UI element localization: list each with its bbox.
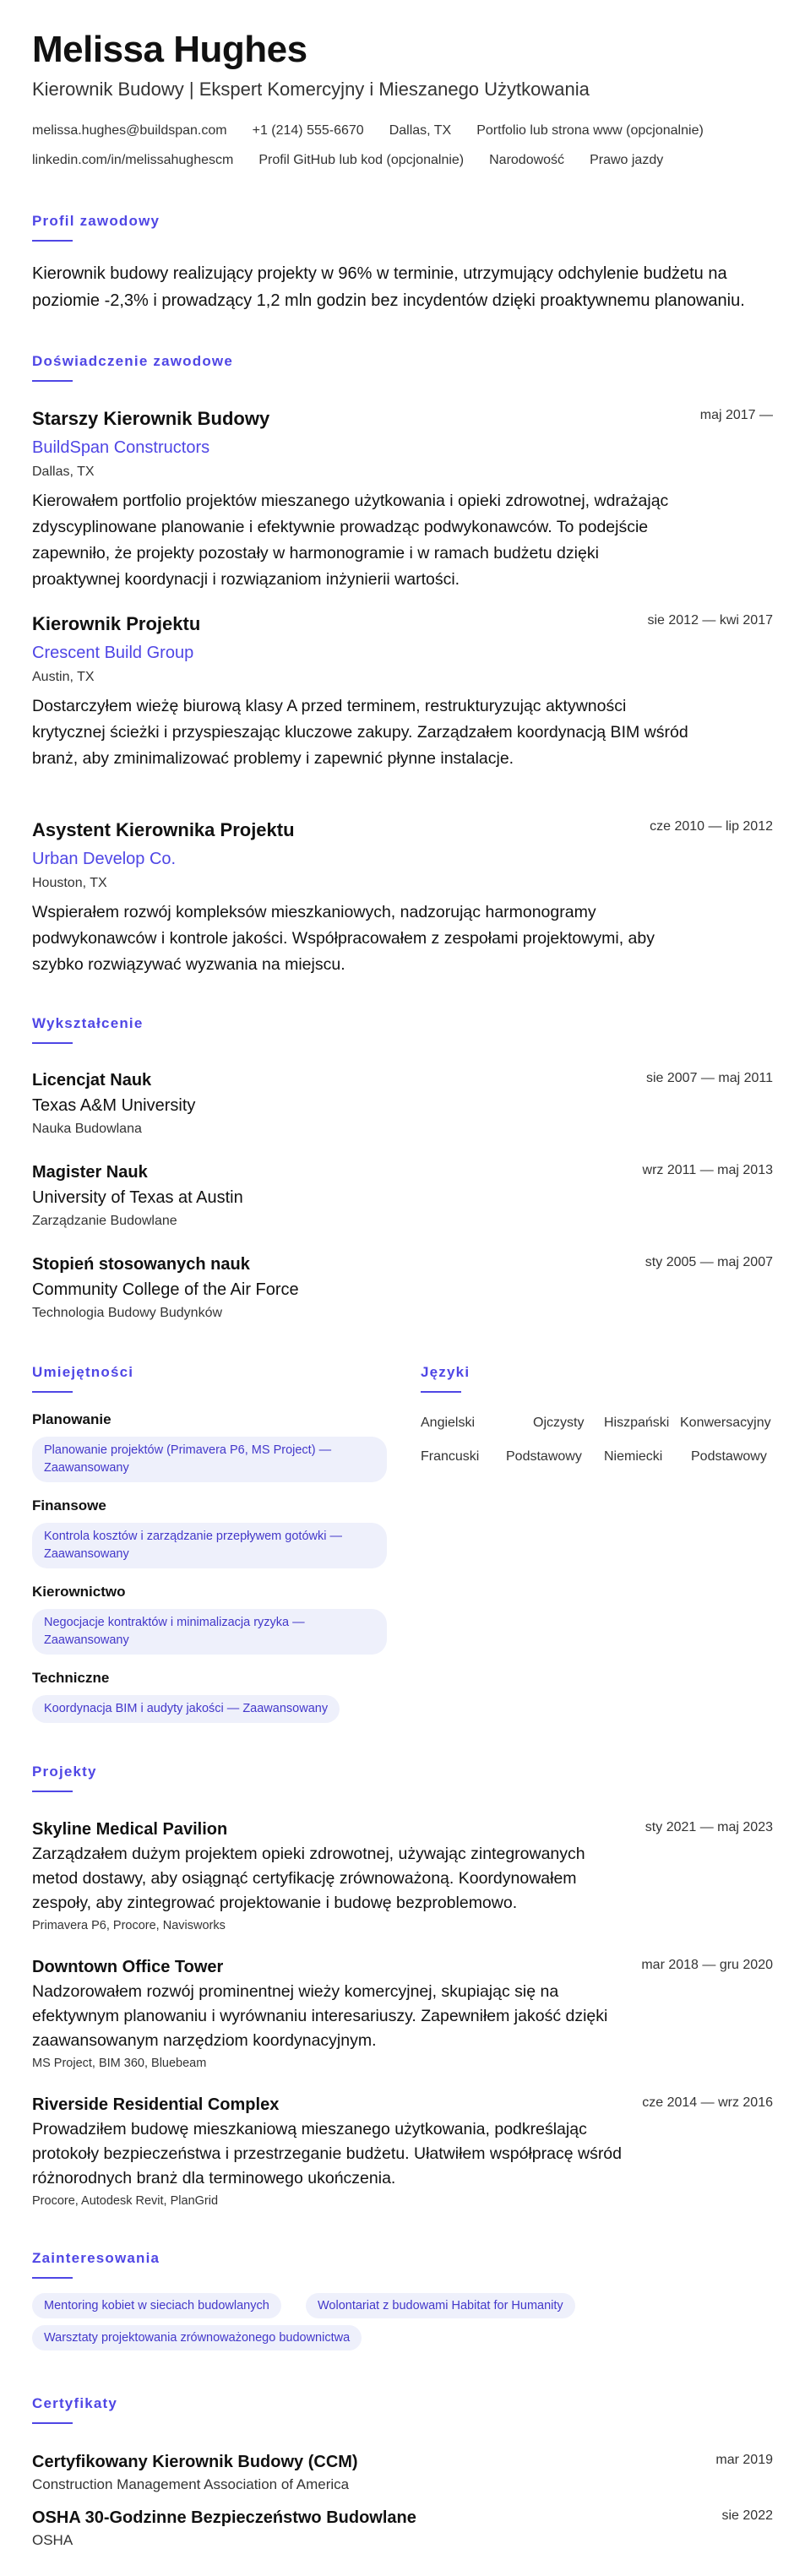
contact-phone[interactable]: +1 (214) 555-6670 — [252, 123, 364, 138]
job-location: Houston, TX — [32, 876, 107, 890]
section-title-projects: Projekty — [32, 1764, 97, 1780]
certificate-entry — [32, 2508, 773, 2549]
profile-summary: Kierownik budowy realizujący projekty w 96% w terminie, utrzymujący odchylenie budżetu na poziomie -2,3% i prowadzący 1,2 mln godzin bez incydentów dzięki proaktywnemu planowaniu. — [32, 264, 745, 310]
education-dates: wrz 2011 — maj 2013 — [642, 1163, 773, 1177]
candidate-name: Melissa Hughes — [32, 29, 307, 70]
section-divider — [421, 1391, 461, 1393]
section-title-certificates: Certyfikaty — [32, 2395, 118, 2411]
job-dates: maj 2017 — — [699, 408, 773, 422]
education-field: Nauka Budowlana — [32, 1122, 142, 1136]
section-title-interests: Zainteresowania — [32, 2250, 160, 2266]
contact-driving-license: Prawo jazdy — [590, 153, 664, 167]
language-level: Podstawowy — [506, 1449, 582, 1464]
language-level: Ojczysty — [533, 1416, 585, 1430]
contact-row-1 — [32, 123, 729, 139]
contact-nationality: Narodowość — [489, 153, 565, 167]
certificate-name: OSHA 30-Godzinne Bezpieczeństwo Budowlane — [32, 2508, 416, 2527]
job-dates: sie 2012 — kwi 2017 — [647, 613, 773, 628]
education-degree: Magister Nauk — [32, 1163, 148, 1182]
section-divider — [32, 240, 73, 242]
section-title-education: Wykształcenie — [32, 1015, 144, 1031]
project-name: Skyline Medical Pavilion — [32, 1820, 228, 1839]
certificate-entry — [32, 2453, 773, 2493]
job-description: Dostarczyłem wieżę biurową klasy A przed terminem, restrukturyzując aktywności krytycznej ścieżki i przyspieszając kluczowe zakupy. Zarządzałem koordynacją BIM wśród branż, aby zminimalizować problemy i zapewnić płynne instalacje. — [32, 697, 688, 768]
contact-row-2 — [32, 153, 688, 168]
contact-location: Dallas, TX — [389, 123, 452, 138]
section-title-experience: Doświadczenie zawodowe — [32, 353, 234, 369]
section-divider — [32, 380, 73, 382]
project-entry — [32, 1958, 773, 2070]
project-entry — [32, 2095, 773, 2208]
project-dates: mar 2018 — gru 2020 — [641, 1958, 773, 1972]
education-entry — [32, 1071, 773, 1137]
certificate-date: mar 2019 — [715, 2453, 773, 2467]
project-entry — [32, 1820, 773, 1932]
project-description: Nadzorowałem rozwój prominentnej wieży komercyjnej, skupiając się na efektywnym planowaniu i wyrównaniu interesariuszy. Zapewniłem jakość dzięki zaawansowanym narzędziom koordynacyjnym. — [32, 1982, 608, 2050]
education-school: Texas A&M University — [32, 1096, 196, 1115]
job-title: Starszy Kierownik Budowy — [32, 408, 270, 429]
project-description: Zarządzałem dużym projektem opieki zdrowotnej, używając zintegrowanych metod dostawy, aby osiągnąć certyfikację zrównoważoną. Koordynowałem zespoły, aby zintegrować projektowanie i budowę bezproblemowo. — [32, 1845, 585, 1912]
candidate-headline: Kierownik Budowy | Ekspert Komercyjny i Mieszanego Użytkowania — [32, 79, 590, 100]
language-name: Francuski — [421, 1449, 480, 1464]
skill-category: Kierownictwo — [32, 1584, 126, 1600]
job-description: Kierowałem portfolio projektów mieszanego użytkowania i opieki zdrowotnej, wdrażając zdyscyplinowane planowanie i efektywnie prowadząc podwykonawców. To podejście zapewniło, że projekty pozostały w harmonogramie i w ramach budżetu dzięki proaktywnej koordynacji i rozwiązaniom inżynierii wartości. — [32, 492, 669, 589]
section-title-skills: Umiejętności — [32, 1364, 134, 1380]
job-title: Asystent Kierownika Projektu — [32, 819, 295, 840]
education-dates: sty 2005 — maj 2007 — [645, 1255, 773, 1269]
certificate-date: sie 2022 — [721, 2508, 773, 2523]
project-tech: Procore, Autodesk Revit, PlanGrid — [32, 2194, 219, 2208]
job-title: Kierownik Projektu — [32, 613, 201, 634]
language-name: Hiszpański — [604, 1416, 670, 1430]
project-dates: sty 2021 — maj 2023 — [645, 1820, 773, 1834]
job-entry — [32, 819, 773, 978]
certificate-issuer: OSHA — [32, 2532, 73, 2548]
certificate-issuer: Construction Management Association of America — [32, 2476, 350, 2492]
skill-category: Finansowe — [32, 1497, 106, 1514]
interest-pill: Warsztaty projektowania zrównoważonego budownictwa — [32, 2325, 362, 2350]
project-tech: MS Project, BIM 360, Bluebeam — [32, 2057, 207, 2070]
education-dates: sie 2007 — maj 2011 — [645, 1071, 773, 1085]
job-dates: cze 2010 — lip 2012 — [650, 819, 773, 834]
section-divider — [32, 1042, 73, 1044]
skill-pill: Negocjacje kontraktów i minimalizacja ryzyka — Zaawansowany — [32, 1609, 387, 1655]
job-entry — [32, 408, 773, 593]
project-tech: Primavera P6, Procore, Navisworks — [32, 1919, 226, 1932]
job-location: Austin, TX — [32, 670, 95, 684]
section-divider — [32, 1391, 73, 1393]
education-field: Zarządzanie Budowlane — [32, 1214, 177, 1228]
education-degree: Stopień stosowanych nauk — [32, 1255, 250, 1274]
language-name: Angielski — [421, 1416, 476, 1430]
job-entry — [32, 613, 773, 772]
interest-pill: Wolontariat z budowami Habitat for Humanity — [306, 2293, 575, 2318]
certificate-name: Certyfikowany Kierownik Budowy (CCM) — [32, 2453, 358, 2471]
contact-github[interactable]: Profil GitHub lub kod (opcjonalnie) — [258, 153, 465, 167]
contact-linkedin[interactable]: linkedin.com/in/melissahughescm — [32, 153, 234, 167]
project-name: Downtown Office Tower — [32, 1958, 224, 1976]
section-divider — [32, 2277, 73, 2279]
language-level: Konwersacyjny — [680, 1416, 771, 1430]
language-level: Podstawowy — [691, 1449, 767, 1464]
education-entry — [32, 1255, 773, 1321]
project-dates: cze 2014 — wrz 2016 — [642, 2095, 773, 2110]
job-company: Crescent Build Group — [32, 644, 194, 662]
project-description: Prowadziłem budowę mieszkaniową mieszanego użytkowania, podkreślając protokoły bezpieczeństwa i przestrzeganie budżetu. Ułatwiłem współpracę wśród różnorodnych branż dla terminowego ukończenia. — [32, 2120, 623, 2187]
section-divider — [32, 1791, 73, 1792]
job-location: Dallas, TX — [32, 465, 95, 479]
project-name: Riverside Residential Complex — [32, 2095, 280, 2114]
education-school: Community College of the Air Force — [32, 1280, 299, 1299]
skill-category: Planowanie — [32, 1411, 112, 1427]
section-title-languages: Języki — [421, 1364, 470, 1380]
education-field: Technologia Budowy Budynków — [32, 1306, 223, 1320]
contact-email[interactable]: melissa.hughes@buildspan.com — [32, 123, 227, 138]
skill-category: Techniczne — [32, 1670, 110, 1686]
education-degree: Licencjat Nauk — [32, 1071, 152, 1090]
education-school: University of Texas at Austin — [32, 1188, 243, 1207]
skill-pill: Planowanie projektów (Primavera P6, MS Project) — Zaawansowany — [32, 1437, 387, 1482]
job-company: BuildSpan Constructors — [32, 438, 210, 457]
interest-pill: Mentoring kobiet w sieciach budowlanych — [32, 2293, 281, 2318]
job-company: Urban Develop Co. — [32, 850, 177, 868]
job-description: Wspierałem rozwój kompleksów mieszkaniowych, nadzorując harmonogramy podwykonawców i kontrole jakości. Współpracowałem z zespołami projektowymi, aby szybko rozwiązywać wyzwania na miejscu. — [32, 903, 655, 974]
section-title-profile: Profil zawodowy — [32, 213, 160, 229]
skill-pill: Koordynacja BIM i audyty jakości — Zaawansowany — [32, 1695, 340, 1723]
contact-portfolio[interactable]: Portfolio lub strona www (opcjonalnie) — [476, 123, 704, 138]
education-entry — [32, 1163, 773, 1229]
skill-pill: Kontrola kosztów i zarządzanie przepływem gotówki — Zaawansowany — [32, 1523, 387, 1568]
section-divider — [32, 2422, 73, 2424]
language-name: Niemiecki — [604, 1449, 663, 1464]
